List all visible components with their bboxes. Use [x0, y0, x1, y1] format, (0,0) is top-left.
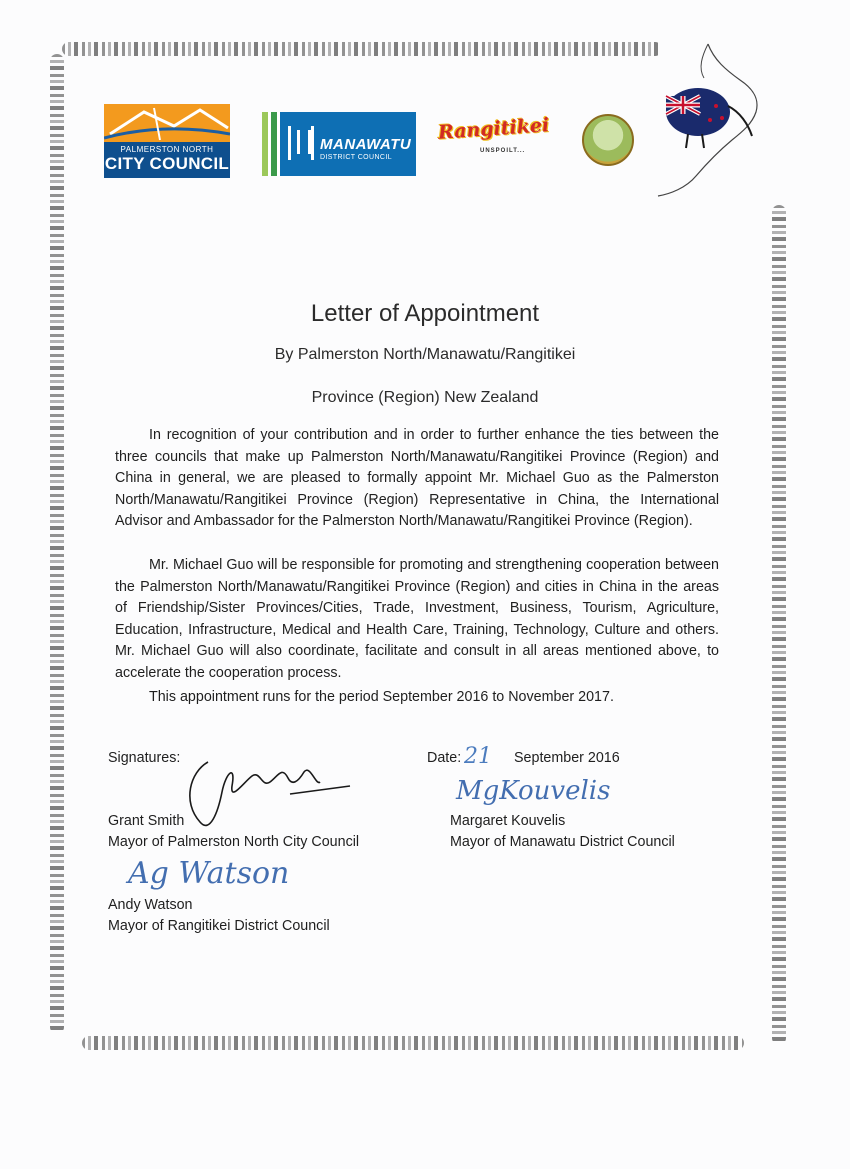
border-right-ornament — [772, 205, 786, 1045]
subtitle-line2: Province (Region) New Zealand — [311, 389, 539, 406]
signer2-title: Mayor of Manawatu District Council — [450, 834, 675, 850]
rangitikei-tagline: UNSPOILT... — [480, 148, 526, 154]
signer3-title: Mayor of Rangitikei District Council — [108, 918, 330, 934]
manawatu-logo — [262, 112, 416, 176]
rangitikei-logo — [438, 112, 648, 168]
pncc-line2: CITY COUNCIL — [104, 154, 230, 173]
watson-signature: Ag Watson — [128, 856, 290, 891]
nz-kiwi-map-icon — [648, 40, 778, 200]
subtitle-line1: By Palmerston North/Manawatu/Rangitikei — [274, 346, 576, 363]
pncc-emblem — [104, 104, 230, 142]
body-paragraph-1: In recognition of your contribution and in order to further enhance the ties between the three councils that make up Palmerston North/Manawatu/Rangitikei Province (Region) and China in general, we are pleased to formally appoint Mr. Michael Guo as the Palmerston North/Manawatu/Rangitikei Province (Region) Representative in China, the International Advisor and Ambassador for the Palmerston North/Manawatu/Rangitikei Province (Region). — [115, 427, 719, 529]
pncc-line1: PALMERSTON NORTH — [120, 145, 214, 154]
signer2-name: Margaret Kouvelis — [450, 813, 566, 829]
date-label: Date: — [427, 750, 462, 766]
palmerston-north-logo — [104, 104, 230, 178]
mdc-line2: DISTRICT COUNCIL — [320, 154, 392, 161]
date-day-handwritten: 21 — [464, 744, 492, 769]
pncc-wordmark — [104, 142, 230, 178]
kouvelis-signature: MgKouvelis — [456, 776, 611, 806]
page-title: Letter of Appointment — [310, 300, 540, 327]
body-paragraph-2: Mr. Michael Guo will be responsible for promoting and strengthening cooperation between the Palmerston North/Manawatu/Rangitikei Province (Region) and cities in China in the areas of Friendship/Sister Provinces/Cities, Trade, Investment, Business, Tourism, Agriculture, Education, Infrastructure, Medical and Health Care, Training, Technology, Culture and others. Mr. Michael Guo will also coordinate, facilitate and consult in all areas mentioned above, to accelerate the cooperation process. — [115, 557, 719, 681]
signer3-name: Andy Watson — [108, 897, 193, 913]
body-paragraph-3: This appointment runs for the period September 2016 to November 2017. — [149, 689, 614, 705]
mdc-line1: MANAWATU — [320, 136, 412, 153]
rangitikei-wordmark: Rangitikei — [437, 114, 550, 144]
manawatu-emblem — [288, 126, 314, 160]
date-month-year: September 2016 — [514, 750, 620, 766]
signer1-name: Grant Smith — [108, 813, 185, 829]
grant-smith-signature — [170, 742, 360, 842]
border-left-ornament — [50, 54, 64, 1034]
border-bottom-ornament — [82, 1036, 744, 1050]
signatures-label: Signatures: — [108, 750, 181, 766]
rangitikei-landscape-badge — [582, 114, 634, 166]
signer1-title: Mayor of Palmerston North City Council — [108, 834, 360, 850]
border-top-ornament — [62, 42, 662, 56]
